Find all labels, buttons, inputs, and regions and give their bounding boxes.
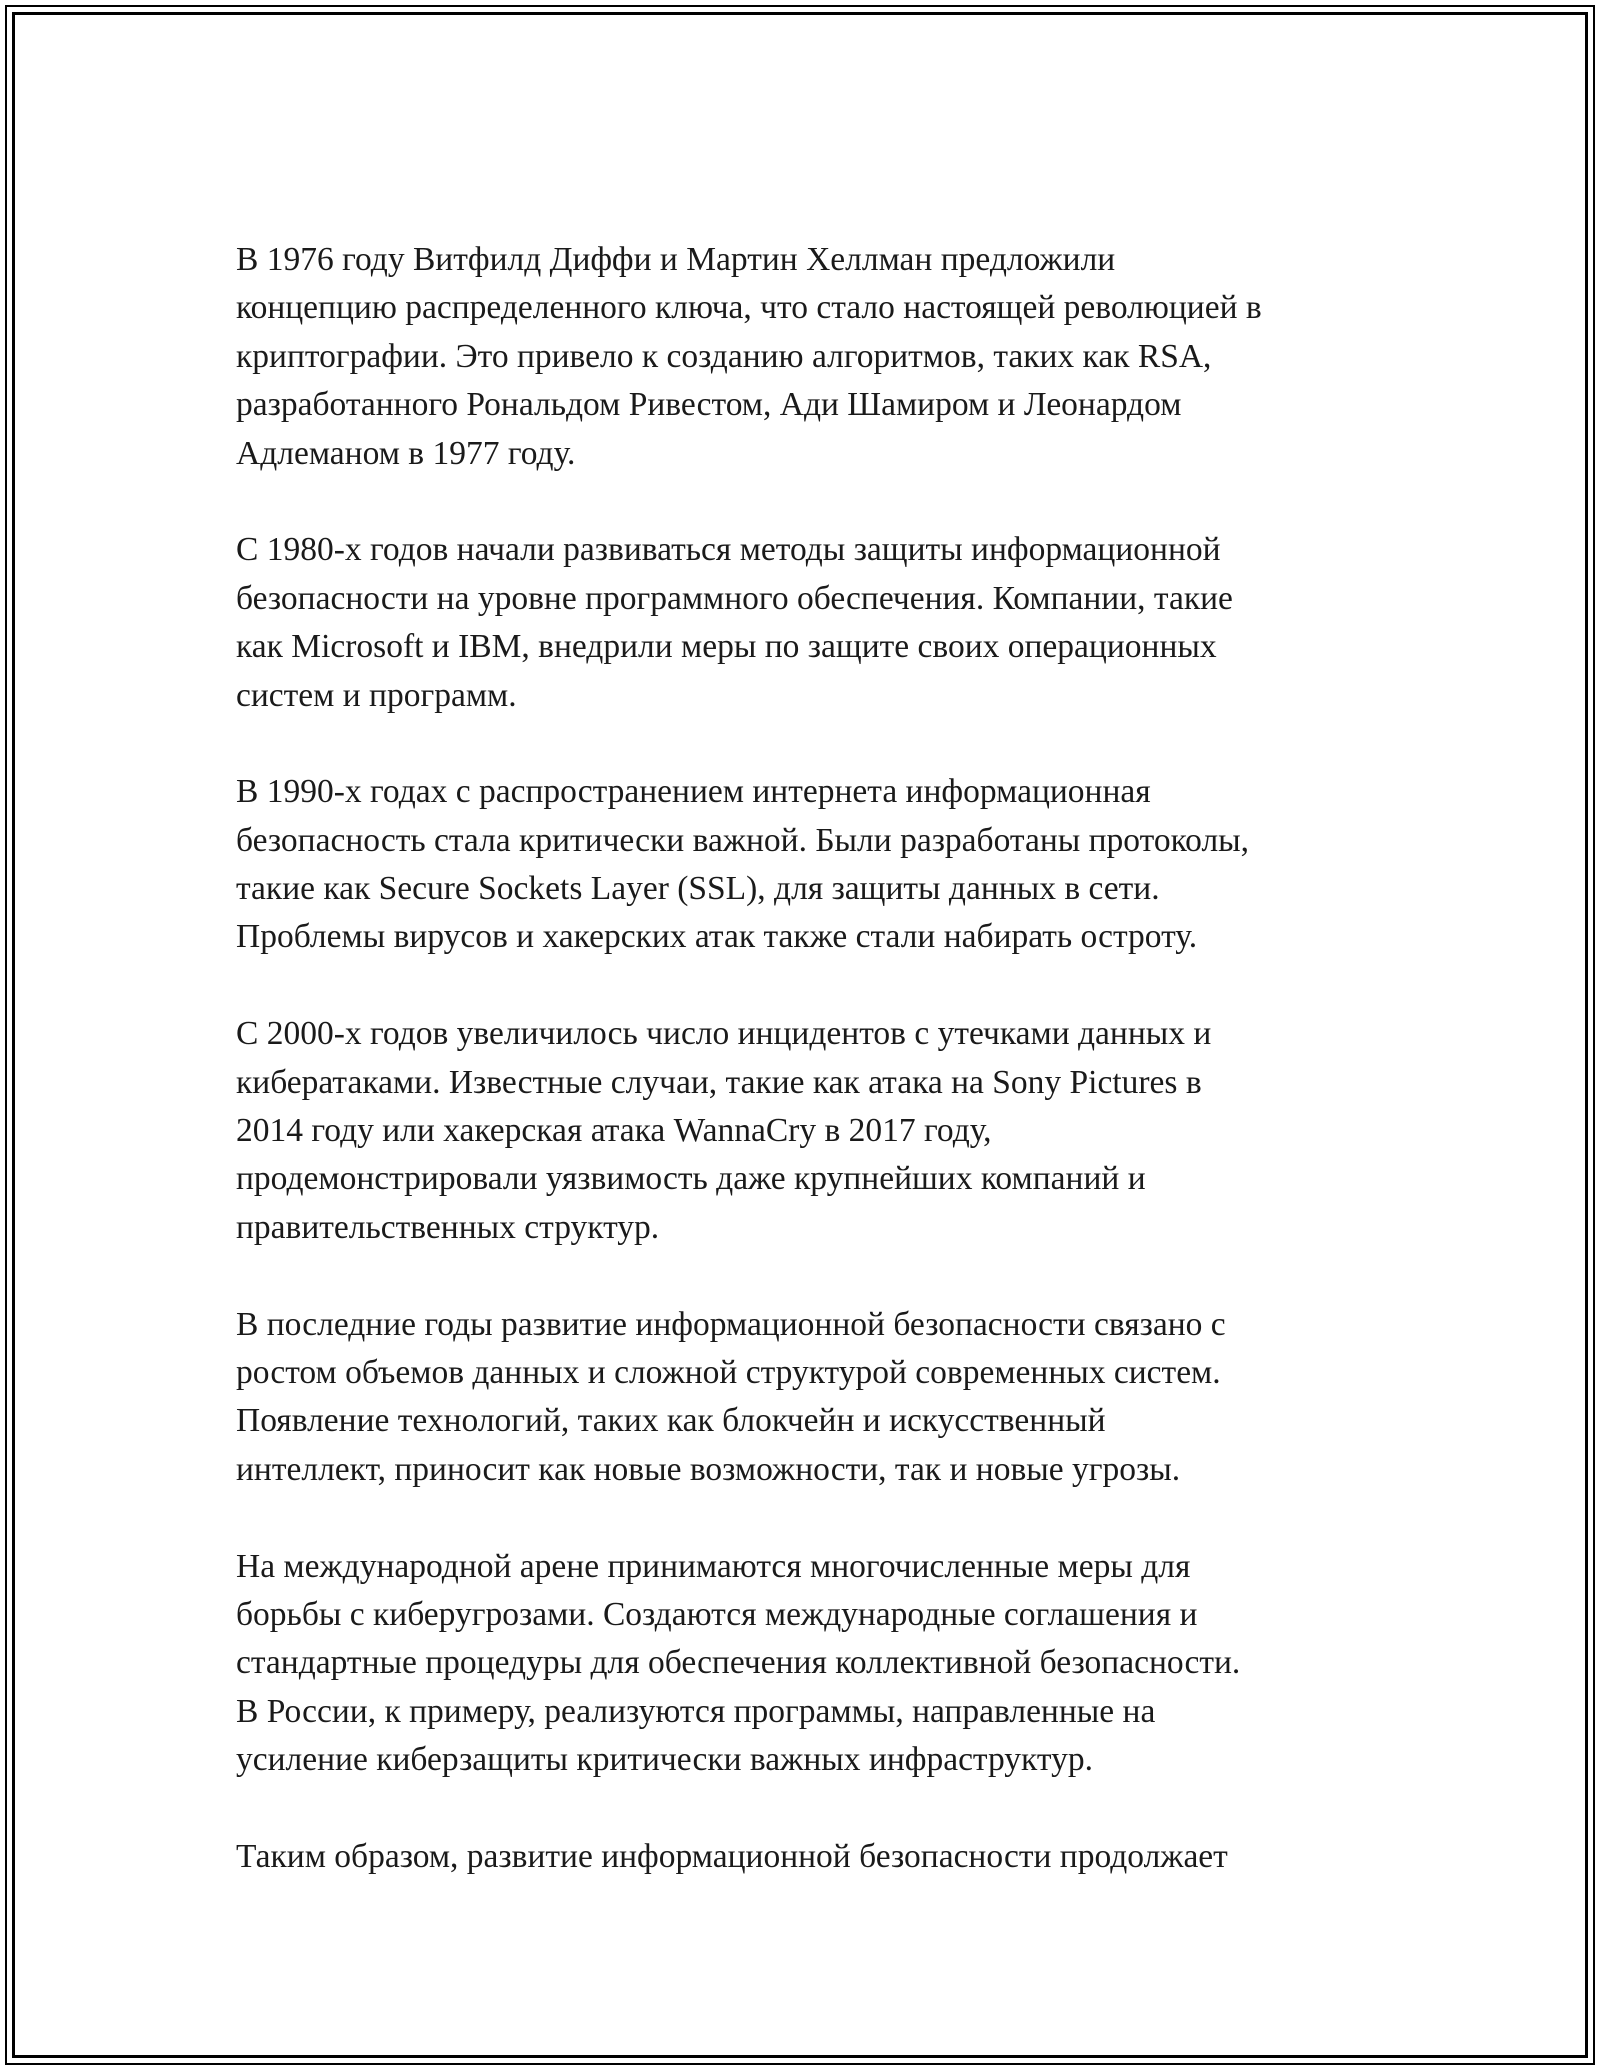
paragraph-2000s-incidents: [236, 1010, 1386, 1252]
document-body: [236, 236, 1386, 1930]
text-line: На международной арене принимаются многочисленные меры для: [236, 1547, 1191, 1585]
text-line: В 1990-х годах с распространением интернета информационная: [236, 773, 1151, 811]
text-line: В России, к примеру, реализуются программы, направленные на: [236, 1692, 1156, 1730]
paragraph-conclusion: [236, 1833, 1386, 1881]
text-line: криптографии. Это привело к созданию алгоритмов, таких как RSA,: [236, 337, 1212, 375]
text-line: концепцию распределенного ключа, что стало настоящей революцией в: [236, 289, 1262, 327]
text-line: ростом объемов данных и сложной структурой современных систем.: [236, 1353, 1221, 1391]
text-line: кибератаками. Известные случаи, такие как атака на Sony Pictures в: [236, 1063, 1202, 1101]
text-line: разработанного Рональдом Ривестом, Ади Шамиром и Леонардом: [236, 386, 1182, 424]
text-line: борьбы с киберугрозами. Создаются международные соглашения и: [236, 1595, 1198, 1633]
text-line: В 1976 году Витфилд Диффи и Мартин Хеллман предложили: [236, 241, 1116, 278]
paragraph-international-measures: [236, 1543, 1386, 1785]
text-line: С 2000-х годов увеличилось число инцидентов с утечками данных и: [236, 1015, 1212, 1053]
text-line: правительственных структур.: [236, 1208, 660, 1246]
text-line: безопасность стала критически важной. Были разработаны протоколы,: [236, 821, 1250, 859]
text-line: Адлеманом в 1977 году.: [236, 434, 576, 472]
text-line: В последние годы развитие информационной безопасности связано с: [236, 1305, 1226, 1343]
text-line: безопасности на уровне программного обеспечения. Компании, такие: [236, 579, 1233, 617]
text-line: Проблемы вирусов и хакерских атак также стали набирать остроту.: [236, 918, 1198, 956]
text-line: как Microsoft и IBM, внедрили меры по защите своих операционных: [236, 628, 1217, 666]
text-line: Таким образом, развитие информационной безопасности продолжает: [236, 1837, 1228, 1875]
text-line: 2014 году или хакерская атака WannaCry в 2017 году,: [236, 1112, 992, 1150]
paragraph-1990s-internet: [236, 768, 1386, 962]
paragraph-recent-years: [236, 1301, 1386, 1495]
text-line: С 1980-х годов начали развиваться методы защиты информационной: [236, 531, 1221, 569]
text-line: усиление киберзащиты критически важных инфраструктур.: [236, 1741, 1093, 1779]
text-line: Появление технологий, таких как блокчейн и искусственный: [236, 1402, 1106, 1440]
text-line: такие как Secure Sockets Layer (SSL), для защиты данных в сети.: [236, 870, 1160, 908]
paragraph-1980s-software-security: [236, 526, 1386, 720]
text-line: продемонстрировали уязвимость даже крупнейших компаний и: [236, 1160, 1146, 1198]
text-line: систем и программ.: [236, 676, 517, 714]
text-line: интеллект, приносит как новые возможности, так и новые угрозы.: [236, 1450, 1181, 1488]
text-line: стандартные процедуры для обеспечения коллективной безопасности.: [236, 1644, 1241, 1682]
paragraph-1976-diffie-hellman: [236, 236, 1386, 478]
